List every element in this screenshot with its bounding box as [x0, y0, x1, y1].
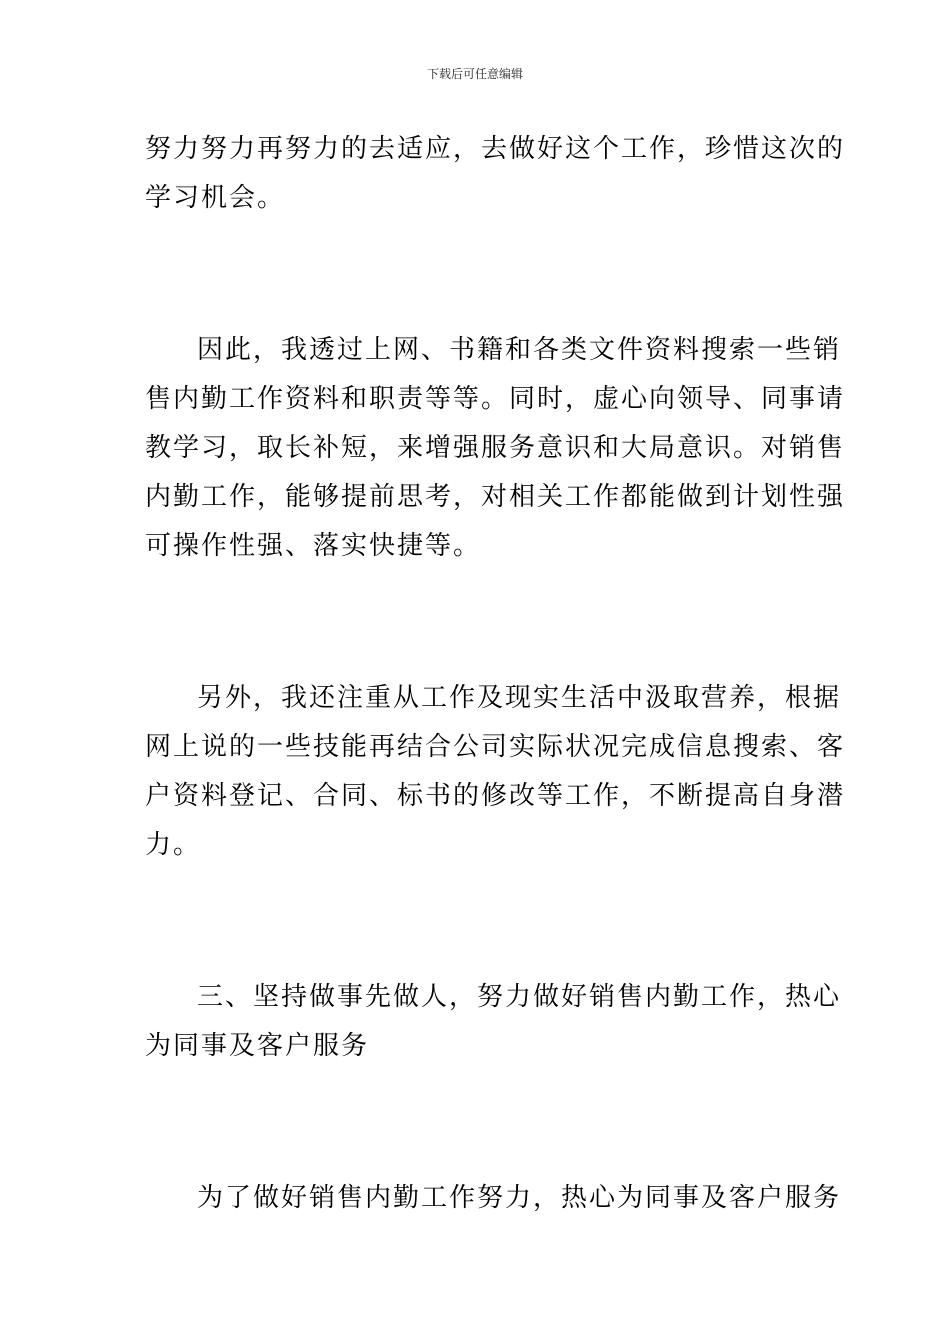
paragraph-line: 售内勤工作资料和职责等等。同时，虚心向领导、同事请: [145, 384, 846, 414]
page-header: 下载后可任意编辑: [426, 67, 523, 81]
paragraph-line: 内勤工作，能够提前思考，对相关工作都能做到计划性强: [145, 482, 846, 512]
paragraph-line: 学习机会。: [145, 183, 286, 213]
paragraph-5: [145, 1174, 842, 1223]
paragraph-line: 三、坚持做事先做人，努力做好销售内勤工作，热心: [197, 982, 842, 1012]
paragraph-2: [145, 326, 846, 571]
paragraph-line: 户资料登记、合同、标书的修改等工作，不断提高自身潜: [145, 781, 846, 811]
paragraph-line: 因此，我透过上网、书籍和各类文件资料搜索一些销: [197, 335, 842, 365]
paragraph-1: [145, 125, 846, 223]
paragraph-line: 力。: [145, 830, 202, 860]
paragraph-line: 网上说的一些技能再结合公司实际状况完成信息搜索、客: [145, 732, 846, 762]
paragraph-line: 为同事及客户服务: [145, 1031, 370, 1061]
section-heading-paragraph: [145, 973, 842, 1071]
paragraph-line: 努力努力再努力的去适应，去做好这个工作，珍惜这次的: [145, 134, 846, 164]
paragraph-line: 为了做好销售内勤工作努力，热心为同事及客户服务: [197, 1183, 842, 1213]
paragraph-line: 教学习，取长补短，来增强服务意识和大局意识。对销售: [145, 433, 846, 463]
paragraph-3: [145, 674, 846, 870]
paragraph-line: 可操作性强、落实快捷等。: [145, 531, 482, 561]
document-body: [145, 125, 846, 1223]
paragraph-line: 另外，我还注重从工作及现实生活中汲取营养，根据: [197, 683, 842, 713]
